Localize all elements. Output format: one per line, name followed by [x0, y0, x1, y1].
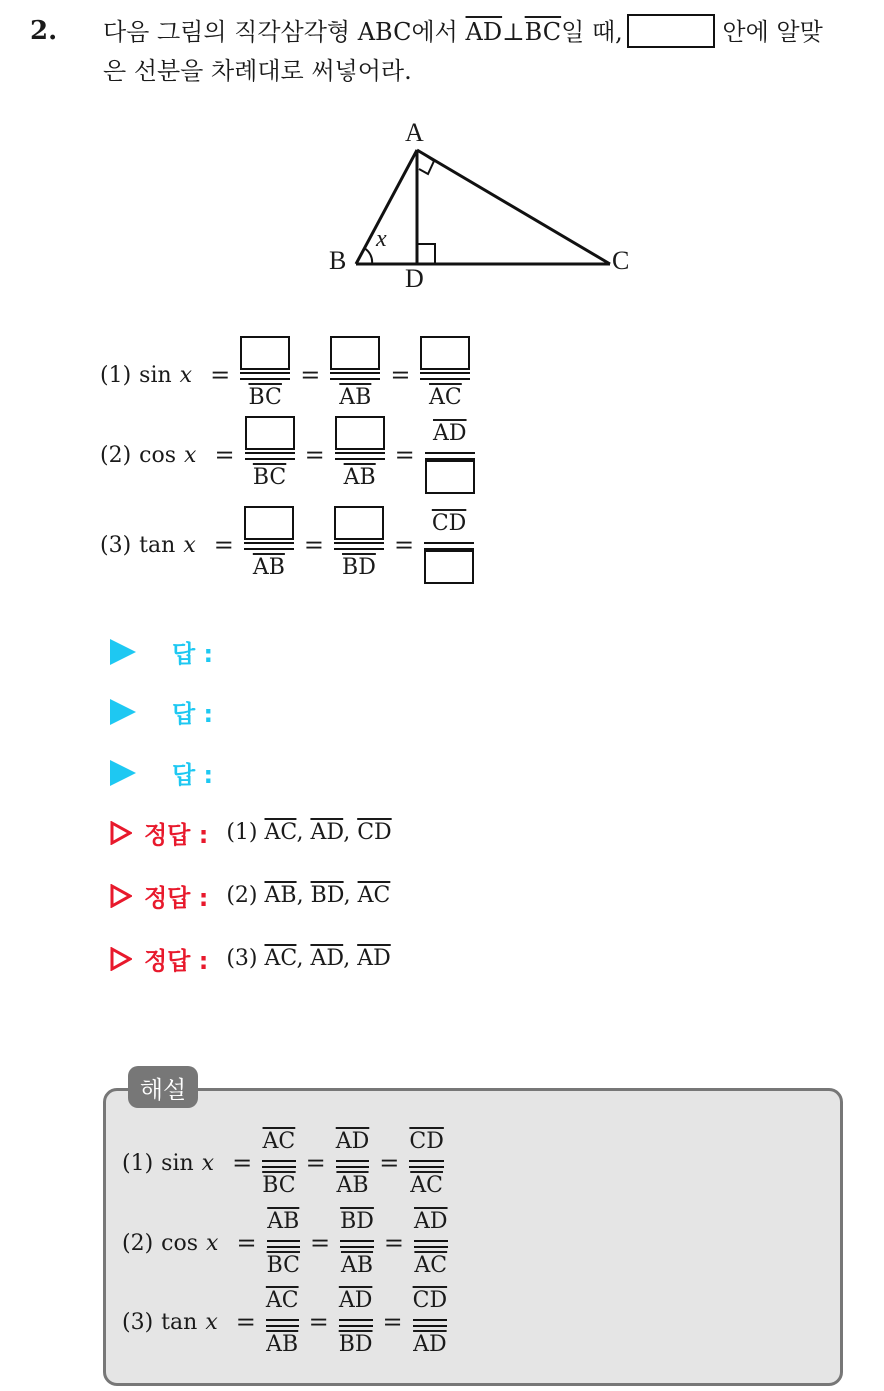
variable: x — [179, 362, 193, 388]
answer-row-1[interactable] — [110, 634, 213, 669]
answer-blank-box — [244, 506, 294, 540]
fraction: $\frac{\overline{AD}}{AB}$ — [335, 1128, 370, 1198]
outline-triangle-icon — [110, 947, 132, 971]
correct-answer-label: 정답 : — [144, 947, 209, 975]
answer-blank-box — [334, 506, 384, 540]
explanation-row-3: (3) tan x = $\frac{\overline{AC}}{AB}$ = $\frac{\overline{AD}}{BD}$ = $\frac{\overline{CD}}{AD}$ — [122, 1283, 447, 1361]
equation-number: (1) — [100, 362, 132, 388]
function-name: sin — [139, 362, 172, 388]
fraction: $\frac{\overline{AB}}{BC}$ — [266, 1208, 300, 1278]
fraction: $\frac{\overline{AC}}{BC}$ — [262, 1128, 296, 1198]
answer-row-2[interactable] — [110, 694, 213, 729]
angle-x-arc — [364, 248, 372, 264]
answer-blank-box — [245, 416, 295, 450]
denominator: $\overline{BD}$ — [342, 554, 376, 580]
fraction — [424, 506, 474, 584]
denominator: $\overline{BC}$ — [252, 464, 287, 490]
answer-blank-box — [330, 336, 380, 370]
question-text-part: 일 때, — [561, 18, 623, 46]
question-number: 2. — [30, 16, 58, 46]
numerator: $\overline{CD}$ — [431, 510, 467, 536]
fraction: $\frac{\overline{CD}}{AC}$ — [409, 1128, 444, 1198]
correct-answer-value: (1) $\overline{AC}$, $\overline{AD}$, $\overline{CD}$ — [226, 820, 392, 845]
fraction — [245, 416, 295, 494]
denominator: $\overline{AC}$ — [429, 384, 462, 410]
question-text-line2: 은 선분을 차례대로 써넣어라. — [103, 57, 412, 85]
function-name: cos — [139, 442, 177, 468]
answer-blank-box — [425, 460, 475, 494]
segment-bc: $\overline{BC}$ — [524, 18, 562, 46]
fraction — [244, 506, 294, 584]
point-d-label: D — [405, 264, 424, 293]
correct-answer-row-2 — [110, 878, 390, 913]
right-angle-mark-d — [417, 244, 435, 264]
fraction: $\frac{\overline{AD}}{AC}$ — [414, 1208, 448, 1278]
answer-blank-box — [420, 336, 470, 370]
correct-answer-value: (2) $\overline{AB}$, $\overline{BD}$, $\overline{AC}$ — [226, 883, 391, 908]
fraction: $\frac{\overline{AD}}{BD}$ — [338, 1287, 373, 1357]
variable: x — [183, 532, 196, 558]
correct-answer-value: (3) $\overline{AC}$, $\overline{AD}$, $\overline{AD}$ — [226, 946, 391, 971]
vertex-a-label: A — [405, 118, 424, 147]
equation-number: (3) — [100, 532, 132, 558]
denominator: $\overline{BC}$ — [248, 384, 282, 410]
correct-answer-row-1 — [110, 815, 392, 850]
triangle-figure — [320, 118, 650, 298]
denominator: $\overline{AB}$ — [343, 464, 376, 490]
denominator: $\overline{AB}$ — [339, 384, 372, 410]
answer-label: 답 : — [172, 761, 214, 789]
blank-box-icon — [627, 14, 715, 48]
side-ac — [417, 150, 610, 264]
answer-label: 답 : — [172, 700, 214, 728]
fraction: $\frac{\overline{AC}}{AB}$ — [265, 1287, 299, 1357]
function-name: tan — [139, 532, 176, 558]
answer-blank-box — [424, 550, 474, 584]
correct-answer-row-3 — [110, 941, 391, 976]
answer-label: 답 : — [172, 640, 214, 668]
numerator: $\overline{AD}$ — [433, 420, 467, 446]
equation-row-2: (2) cos x = $\overline{BC}$ = $\overline{AB}$ = $\overline{AD}$ — [100, 416, 475, 494]
correct-answer-label: 정답 : — [144, 884, 209, 912]
fraction: $\frac{\overline{CD}}{AD}$ — [412, 1287, 448, 1357]
triangle-diagram — [320, 118, 650, 298]
answer-row-3[interactable] — [110, 755, 213, 790]
fraction — [240, 336, 290, 414]
correct-answer-label: 정답 : — [144, 821, 209, 849]
segment-ad: $\overline{AD}$ — [465, 18, 503, 46]
question-text-line1 — [103, 14, 823, 49]
play-triangle-icon — [110, 639, 136, 665]
answer-blank-box — [335, 416, 385, 450]
play-triangle-icon — [110, 699, 136, 725]
play-triangle-icon — [110, 760, 136, 786]
vertex-c-label: C — [612, 246, 630, 275]
fraction — [420, 336, 470, 414]
explanation-row-1: (1) sin x = $\frac{\overline{AC}}{BC}$ = $\frac{\overline{AD}}{AB}$ = $\frac{\overline{CD}}{AC}$ — [122, 1124, 444, 1202]
equation-row-3: (3) tan x = $\overline{AB}$ = $\overline{BD}$ = $\overline{CD}$ — [100, 506, 474, 584]
equation-number: (2) — [100, 442, 132, 468]
fraction — [334, 506, 384, 584]
outline-triangle-icon — [110, 821, 132, 845]
denominator: $\overline{AB}$ — [252, 554, 285, 580]
fraction — [335, 416, 385, 494]
answer-blank-box — [240, 336, 290, 370]
fraction — [330, 336, 380, 414]
equation-row-1: (1) sin x = $\overline{BC}$ = $\overline{AB}$ = $\overline{AC}$ — [100, 336, 470, 414]
perp-symbol: ⊥ — [502, 18, 525, 46]
angle-x-label: x — [376, 226, 387, 252]
variable: x — [184, 442, 197, 468]
explanation-row-2: (2) cos x = $\frac{\overline{AB}}{BC}$ = $\frac{\overline{BD}}{AB}$ = $\frac{\overline{AD}}{AC}$ — [122, 1204, 448, 1282]
fraction: $\frac{\overline{BD}}{AB}$ — [340, 1208, 374, 1278]
question-text-part: 안에 알맞 — [722, 18, 823, 46]
vertex-b-label: B — [329, 246, 347, 275]
outline-triangle-icon — [110, 884, 132, 908]
fraction — [425, 416, 475, 494]
explanation-tag: 해설 — [128, 1066, 198, 1108]
question-text-part: 다음 그림의 직각삼각형 ABC에서 — [103, 18, 466, 46]
